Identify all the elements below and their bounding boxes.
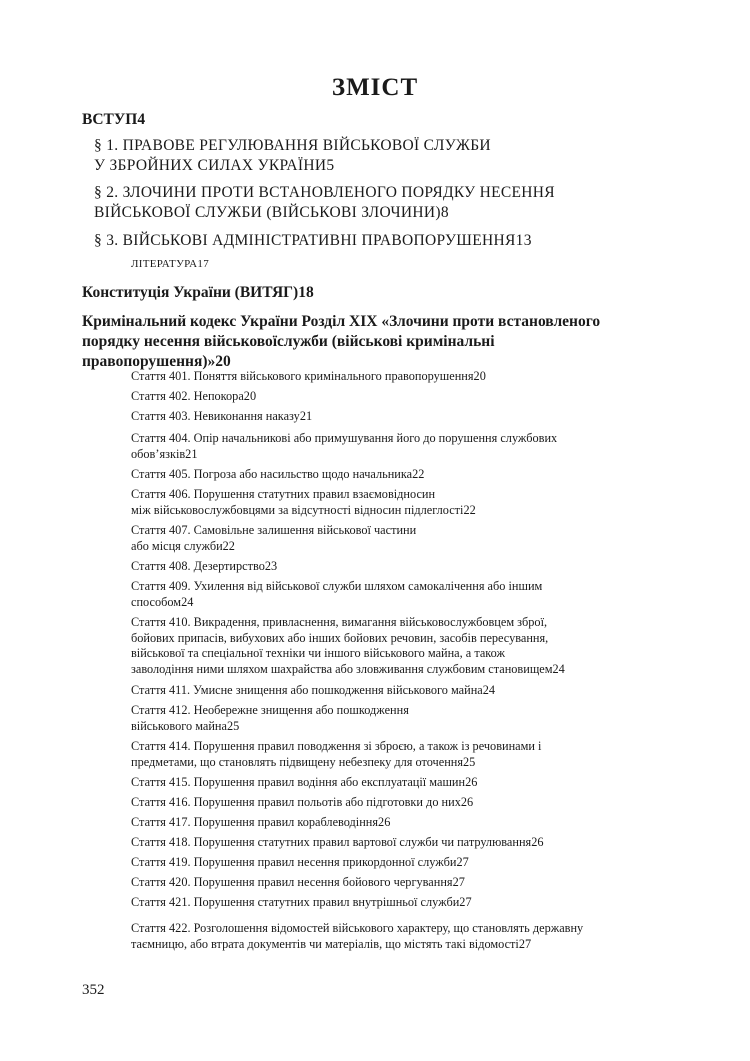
entry-text: У ЗБРОЙНИХ СИЛАХ УКРАЇНИ	[94, 157, 327, 174]
page-ref: 24	[181, 594, 194, 609]
entry-text: предметами, що становлять підвищену небезпеку для оточення	[131, 754, 464, 769]
page-ref: 21	[185, 446, 198, 461]
entry-text: § 2. ЗЛОЧИНИ ПРОТИ ВСТАНОВЛЕНОГО ПОРЯДКУ НЕСЕННЯ	[94, 184, 555, 201]
entry-text: заволодіння ними шляхом шахрайства або зловживання службовим становищем	[131, 661, 553, 676]
page-ref: 27	[452, 875, 465, 889]
entry-text: § 1. ПРАВОВЕ РЕГУЛЮВАННЯ ВІЙСЬКОВОЇ СЛУЖБИ	[94, 137, 491, 154]
entry-text: Стаття 411. Умисне знищення або пошкодження військового майна	[131, 683, 483, 697]
page-ref: 25	[226, 718, 240, 733]
entry-text: Стаття 422. Розголошення відомостей військового характеру, що становлять державну	[131, 921, 584, 935]
toc-entry-article[interactable]	[131, 369, 668, 385]
toc-entry-article[interactable]	[131, 855, 668, 871]
entry-text: або місця служби	[131, 538, 223, 553]
entry-text: § 3. ВІЙСЬКОВІ АДМІНІСТРАТИВНІ ПРАВОПОРУШЕННЯ	[94, 232, 516, 249]
page-ref: 26	[465, 775, 478, 789]
page-ref: 8	[440, 204, 449, 221]
page-ref: 26	[531, 835, 544, 849]
page-ref: 21	[299, 409, 313, 423]
entry-text: військової та спеціальної техніки чи іншого військового майна, а також	[131, 646, 505, 660]
entry-text: правопорушення)»	[82, 353, 216, 370]
toc-entry-article[interactable]	[131, 795, 668, 811]
entry-text: ВСТУП	[82, 111, 138, 128]
entry-text: Стаття 420. Порушення правил несення бойового чергування	[131, 875, 453, 889]
entry-text: способом	[131, 594, 182, 609]
page-ref: 4	[137, 111, 146, 128]
toc-entry-article[interactable]	[131, 431, 668, 462]
toc-entry-article[interactable]	[131, 815, 668, 831]
page-ref: 23	[264, 559, 278, 573]
toc-entry-article[interactable]	[131, 487, 668, 518]
entry-text: Стаття 419. Порушення правил несення прикордонної служби	[131, 855, 457, 869]
entry-text: Стаття 408. Дезертирство	[131, 559, 265, 573]
entry-text: таємницю, або втрата документів чи матеріалів, що містять такі відомості	[131, 936, 519, 951]
toc-entry-article[interactable]	[131, 559, 668, 575]
toc-entry-constitution[interactable]	[82, 283, 668, 303]
page-ref: 27	[518, 936, 532, 951]
entry-text: Стаття 401. Поняття військового кримінального правопорушення	[131, 369, 474, 383]
toc-entry-article[interactable]	[131, 615, 668, 677]
page-ref: 5	[326, 157, 335, 174]
toc-entry-article[interactable]	[131, 467, 668, 483]
page-ref: 20	[473, 369, 486, 383]
page-ref: 24	[482, 683, 496, 697]
page-ref: 27	[456, 855, 469, 869]
page-ref: 22	[222, 538, 235, 553]
toc-entry-article[interactable]	[131, 409, 668, 425]
entry-text: порядку несення військовоїслужби (військові кримінальні	[82, 333, 495, 350]
page-ref: 26	[378, 815, 391, 829]
toc-entry-article[interactable]	[131, 895, 668, 911]
page-ref: 13	[515, 232, 532, 249]
page-ref: 25	[463, 754, 476, 769]
toc-entry-article[interactable]	[131, 921, 668, 952]
toc-entry-article[interactable]	[131, 523, 668, 554]
entry-text: бойових припасів, вибухових або інших бойових речовин, засобів пересування,	[131, 630, 549, 645]
entry-text: Стаття 412. Необережне знищення або пошкодження	[131, 703, 409, 717]
toc-entry-article[interactable]	[131, 875, 668, 891]
entry-text: Стаття 405. Погроза або насильство щодо начальника	[131, 467, 413, 481]
entry-text: Стаття 417. Порушення правил кораблеводіння	[131, 815, 379, 829]
entry-text: Стаття 409. Ухилення від військової служби шляхом самокалічення або іншим	[131, 579, 543, 593]
page-ref: 17	[197, 258, 210, 270]
page-ref: 20	[243, 389, 257, 403]
toc-entry-section[interactable]	[94, 231, 668, 251]
toc-entry-article[interactable]	[131, 389, 668, 405]
page-ref: 24	[552, 661, 565, 676]
entry-text: Стаття 415. Порушення правил водіння або експлуатації машин	[131, 775, 466, 789]
entry-text: Стаття 403. Невиконання наказу	[131, 409, 300, 423]
page-ref: 22	[463, 502, 476, 517]
toc-entry-article[interactable]	[131, 739, 668, 770]
page-ref: 27	[459, 895, 472, 909]
toc-entry-article[interactable]	[131, 703, 668, 734]
entry-text: Стаття 406. Порушення статутних правил взаємовідносин	[131, 487, 436, 501]
entry-text: Стаття 402. Непокора	[131, 389, 244, 403]
page-number: 352	[82, 982, 105, 998]
entry-text: між військовослужбовцями за відсутності відносин підлеглості	[131, 502, 464, 517]
entry-text: військового майна	[131, 718, 227, 733]
page-ref: 26	[460, 795, 474, 809]
toc-entry-literature[interactable]	[131, 257, 668, 271]
toc-entry-article[interactable]	[131, 775, 668, 791]
toc-entry-article[interactable]	[131, 683, 668, 699]
entry-text: Кримінальний кодекс України Розділ XIX «Злочини проти встановленого	[82, 313, 601, 330]
entry-text: Конституція України (ВИТЯГ)	[82, 284, 299, 301]
entry-text: Стаття 407. Самовільне залишення військової частини	[131, 523, 417, 537]
entry-text: Стаття 414. Порушення правил поводження зі зброєю, а також із речовинами і	[131, 739, 542, 753]
entry-text: Стаття 410. Викрадення, привласнення, вимагання військовослужбовцем зброї,	[131, 615, 548, 629]
entry-text: ЛІТЕРАТУРА	[131, 258, 198, 270]
toc-entry-section[interactable]	[94, 136, 668, 176]
page-ref: 20	[215, 353, 231, 370]
entry-text: Стаття 421. Порушення статутних правил внутрішньої служби	[131, 895, 460, 909]
entry-text: ВІЙСЬКОВОЇ СЛУЖБИ (ВІЙСЬКОВІ ЗЛОЧИНИ)	[94, 204, 441, 221]
entry-text: Стаття 418. Порушення статутних правил вартової служби чи патрулювання	[131, 835, 532, 849]
toc-entry-criminal-code[interactable]	[82, 312, 668, 372]
toc-entry-article[interactable]	[131, 579, 668, 610]
toc-entry-intro[interactable]	[82, 110, 668, 130]
toc-entry-article[interactable]	[131, 835, 668, 851]
page-title: ЗМІСТ	[331, 74, 419, 101]
page-ref: 18	[298, 284, 314, 301]
entry-text: Стаття 416. Порушення правил польотів або підготовки до них	[131, 795, 461, 809]
page-ref: 22	[412, 467, 425, 481]
entry-text: обов’язків	[131, 446, 186, 461]
entry-text: Стаття 404. Опір начальникові або примушування його до порушення службових	[131, 431, 558, 445]
toc-entry-section[interactable]	[94, 183, 668, 223]
